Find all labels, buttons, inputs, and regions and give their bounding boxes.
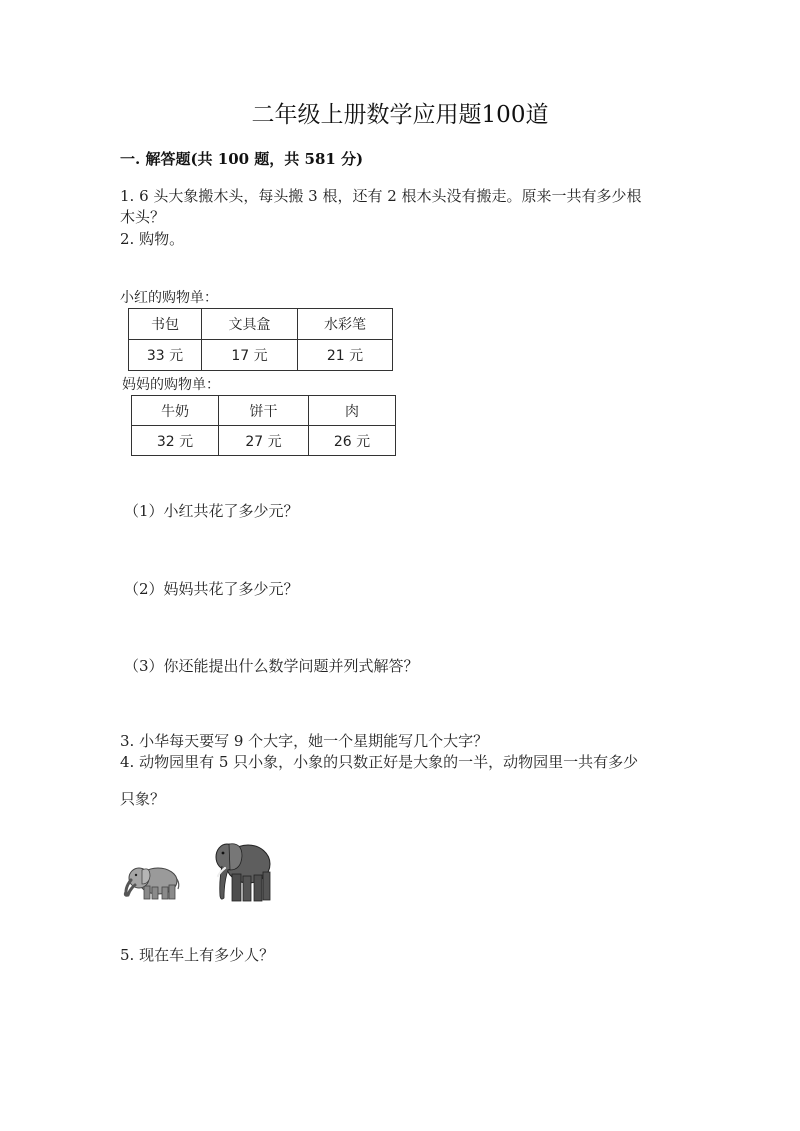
item-cell: 文具盒: [202, 309, 298, 340]
table-row: [132, 426, 396, 456]
table-row: [129, 309, 393, 340]
item-cell: 水彩笔: [298, 309, 393, 340]
table-row: [129, 340, 393, 371]
price-cell: 21 元: [298, 340, 393, 371]
question-4-line-2: 只象？: [120, 790, 166, 808]
question-2-sub-2: （2）妈妈共花了多少元？: [124, 580, 299, 598]
item-cell: 书包: [129, 309, 202, 340]
question-2-sub-3: （3）你还能提出什么数学问题并列式解答？: [124, 657, 419, 675]
small-elephant-icon: [122, 862, 180, 902]
question-5: 5. 现在车上有多少人？: [120, 946, 275, 964]
question-1-line-2: 木头？: [120, 208, 166, 226]
large-elephant-icon: [210, 838, 273, 904]
question-2-sub-1: （1）小红共花了多少元？: [124, 502, 299, 520]
question-3: 3. 小华每天要写 9 个大字，她一个星期能写几个大字？: [120, 732, 489, 750]
price-cell: 32 元: [132, 426, 219, 456]
mama-list-caption: 妈妈的购物单：: [122, 377, 220, 393]
table-row: [132, 396, 396, 426]
question-4-line-1: 4. 动物园里有 5 只小象，小象的只数正好是大象的一半，动物园里一共有多少: [120, 753, 639, 771]
question-1-line-1: 1. 6 头大象搬木头，每头搬 3 根，还有 2 根木头没有搬走。原来一共有多少根: [120, 187, 642, 205]
item-cell: 饼干: [219, 396, 309, 426]
xiaohong-shopping-table: [128, 308, 393, 371]
xiaohong-list-caption: 小红的购物单：: [120, 290, 218, 306]
mama-shopping-table: [131, 395, 396, 456]
price-cell: 17 元: [202, 340, 298, 371]
section-heading: 一. 解答题(共 100 题，共 581 分): [120, 150, 364, 168]
price-cell: 33 元: [129, 340, 202, 371]
page-title: 二年级上册数学应用题100道: [251, 102, 549, 128]
price-cell: 27 元: [219, 426, 309, 456]
question-2-stem: 2. 购物。: [120, 230, 185, 248]
item-cell: 肉: [309, 396, 396, 426]
price-cell: 26 元: [309, 426, 396, 456]
item-cell: 牛奶: [132, 396, 219, 426]
